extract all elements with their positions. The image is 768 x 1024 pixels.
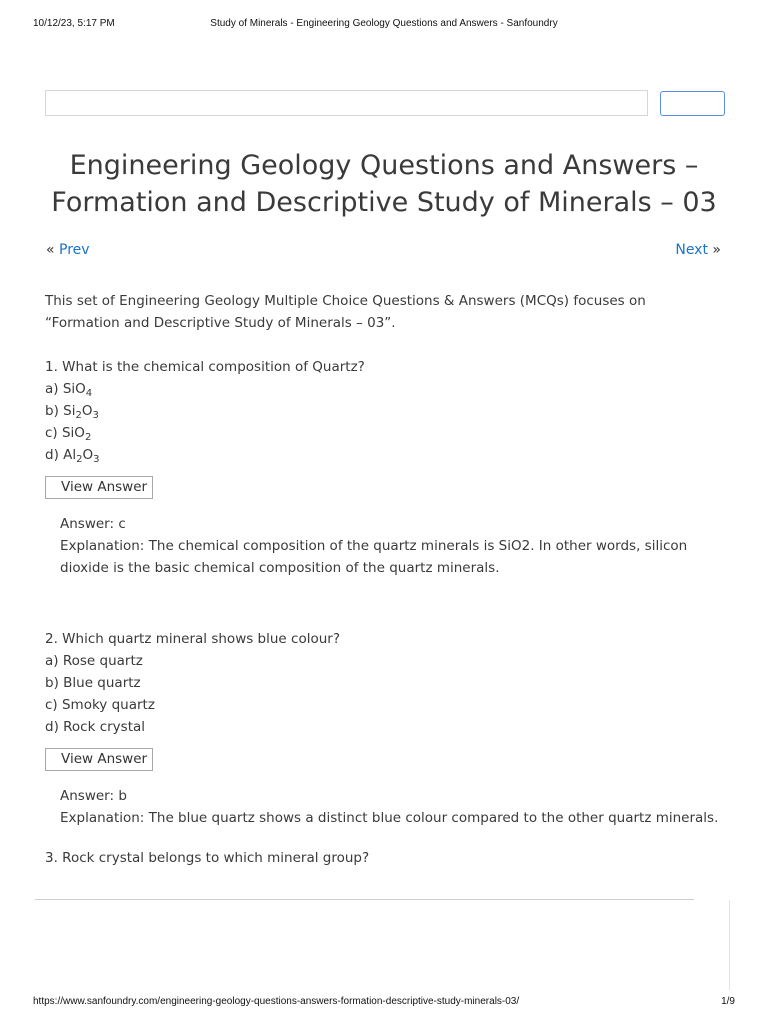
answer-text: Answer: c (60, 516, 126, 532)
print-url: https://www.sanfoundry.com/engineering-geology-questions-answers-formation-descriptive-study-minerals-03/ (33, 996, 520, 1007)
explanation-text: Explanation: The chemical composition of the quartz minerals is SiO2. In other words, silicon dioxide is the basic chemical composition of the quartz minerals. (60, 538, 688, 576)
view-answer-button[interactable]: View Answer (45, 476, 153, 499)
option-b (45, 400, 723, 422)
question-text: 3. Rock crystal belongs to which mineral group? (45, 850, 370, 866)
print-footer (33, 996, 735, 1010)
explanation-text: Explanation: The blue quartz shows a distinct blue colour compared to the other quartz minerals. (60, 810, 719, 826)
prev-link[interactable] (46, 241, 90, 259)
prev-symbol: « (46, 242, 55, 258)
option-text: a) SiO (45, 381, 86, 397)
content-divider (35, 899, 694, 900)
answer-block (60, 785, 723, 829)
search-button[interactable] (660, 91, 725, 116)
option-subscript: 2 (75, 410, 82, 421)
article-content (45, 290, 723, 869)
view-answer-button[interactable]: View Answer (45, 748, 153, 771)
prev-label: Prev (59, 242, 90, 258)
option-text: O (82, 447, 94, 463)
option-text: O (81, 403, 93, 419)
option-subscript: 3 (93, 454, 100, 465)
option-c: c) Smoky quartz (45, 697, 155, 713)
option-d (45, 444, 723, 466)
question-block-1 (45, 356, 723, 579)
question-block-2 (45, 628, 723, 829)
option-subscript: 3 (92, 410, 99, 421)
question-block-3 (45, 847, 723, 869)
answer-text: Answer: b (60, 788, 127, 804)
option-b: b) Blue quartz (45, 675, 141, 691)
print-document-title: Study of Minerals - Engineering Geology Questions and Answers - Sanfoundry (210, 18, 558, 29)
scrollbar-track[interactable] (729, 900, 730, 990)
intro-paragraph: This set of Engineering Geology Multiple Choice Questions & Answers (MCQs) focuses on “Formation and Descriptive Study of Minerals – 03”. (45, 293, 646, 331)
option-d: d) Rock crystal (45, 719, 146, 735)
search-input[interactable] (45, 90, 648, 116)
option-a: a) Rose quartz (45, 653, 143, 669)
option-subscript: 2 (84, 432, 92, 443)
answer-block (60, 513, 723, 579)
option-a (45, 378, 723, 400)
print-date: 10/12/23, 5:17 PM (33, 18, 115, 29)
print-header (33, 18, 735, 32)
question-text: 1. What is the chemical composition of Quartz? (45, 359, 365, 375)
page-title: Engineering Geology Questions and Answers – Formation and Descriptive Study of Minerals – 03 (51, 150, 717, 218)
option-text: d) Al (45, 447, 77, 463)
option-text: b) Si (45, 403, 76, 419)
option-c (45, 422, 723, 444)
question-text: 2. Which quartz mineral shows blue colour? (45, 631, 340, 647)
option-subscript: 2 (76, 454, 83, 465)
next-label: Next (675, 242, 708, 258)
option-subscript: 4 (85, 388, 93, 399)
option-text: c) SiO (45, 425, 85, 441)
page-count: 1/9 (721, 996, 735, 1007)
next-link[interactable] (675, 241, 721, 259)
next-symbol: » (712, 242, 721, 258)
